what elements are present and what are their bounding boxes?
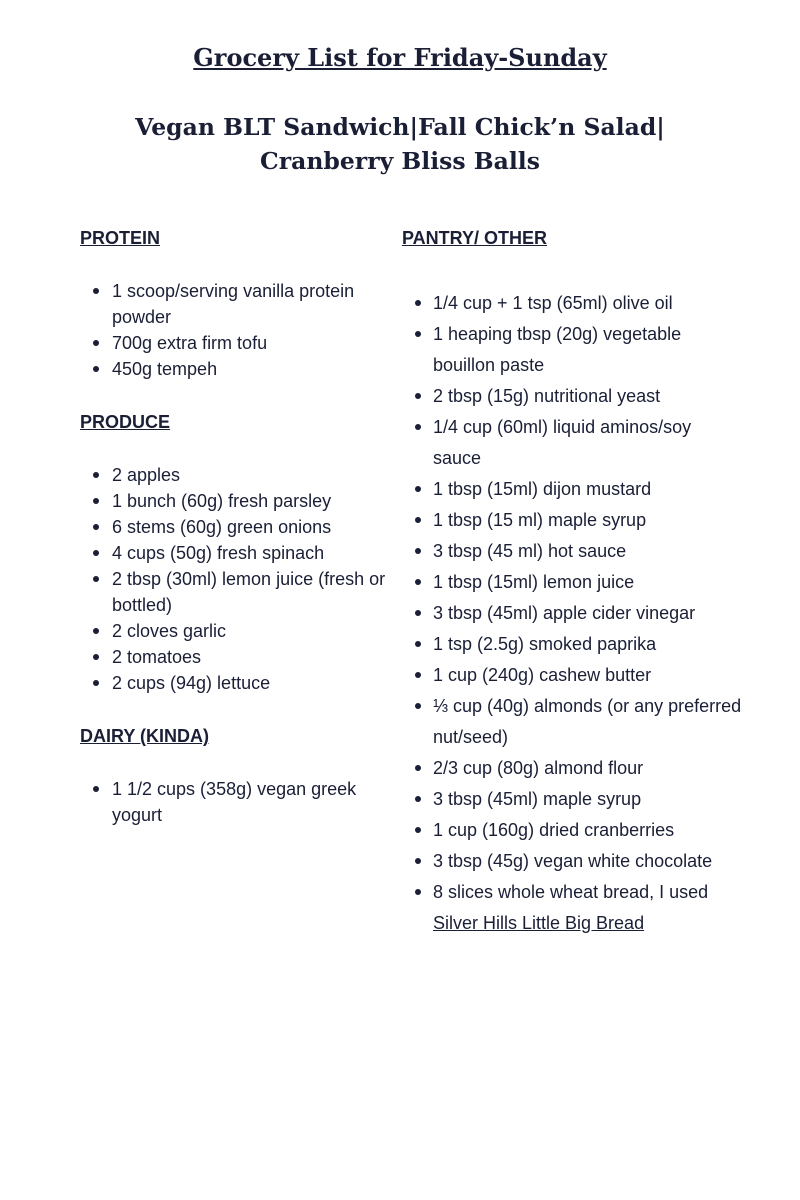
section-title-produce: PRODUCE bbox=[80, 412, 171, 432]
dairy-list bbox=[80, 776, 390, 828]
list-item: 6 stems (60g) green onions bbox=[80, 514, 390, 540]
list-item: 1/4 cup + 1 tsp (65ml) olive oil bbox=[402, 288, 742, 319]
list-item: 1 heaping tbsp (20g) vegetable bouillon paste bbox=[402, 319, 742, 381]
list-item: 1 bunch (60g) fresh parsley bbox=[80, 488, 390, 514]
list-item: 2 tbsp (15g) nutritional yeast bbox=[402, 381, 742, 412]
bread-product-link[interactable]: Silver Hills Little Big Bread bbox=[433, 913, 645, 933]
list-item: 2/3 cup (80g) almond flour bbox=[402, 753, 742, 784]
list-item: 1 tbsp (15ml) lemon juice bbox=[402, 567, 742, 598]
section-title-pantry: PANTRY/ OTHER bbox=[402, 228, 548, 248]
list-item: 1 1/2 cups (358g) vegan greek yogurt bbox=[80, 776, 390, 828]
protein-list bbox=[80, 278, 390, 382]
right-column bbox=[402, 226, 742, 939]
list-item: ⅓ cup (40g) almonds (or any preferred nut/seed) bbox=[402, 691, 742, 753]
list-item: 1 tsp (2.5g) smoked paprika bbox=[402, 629, 742, 660]
list-item: 2 tomatoes bbox=[80, 644, 390, 670]
list-item: 450g tempeh bbox=[80, 356, 390, 382]
list-item: 3 tbsp (45 ml) hot sauce bbox=[402, 536, 742, 567]
list-item: 2 cups (94g) lettuce bbox=[80, 670, 390, 696]
list-item: 2 cloves garlic bbox=[80, 618, 390, 644]
list-item-bread bbox=[402, 877, 742, 939]
page-subtitle: Vegan BLT Sandwich|Fall Chick’n Salad| Cranberry Bliss Balls bbox=[135, 113, 665, 175]
section-title-dairy: DAIRY (KINDA) bbox=[80, 726, 209, 746]
produce-list bbox=[80, 462, 390, 696]
list-item: 3 tbsp (45ml) apple cider vinegar bbox=[402, 598, 742, 629]
list-item: 1 cup (240g) cashew butter bbox=[402, 660, 742, 691]
list-item: 1 tbsp (15 ml) maple syrup bbox=[402, 505, 742, 536]
list-item: 3 tbsp (45g) vegan white chocolate bbox=[402, 846, 742, 877]
list-item: 1 tbsp (15ml) dijon mustard bbox=[402, 474, 742, 505]
list-item: 3 tbsp (45ml) maple syrup bbox=[402, 784, 742, 815]
list-item: 700g extra firm tofu bbox=[80, 330, 390, 356]
list-item: 2 apples bbox=[80, 462, 390, 488]
left-column bbox=[80, 226, 390, 856]
page-title: Grocery List for Friday-Sunday bbox=[193, 43, 607, 72]
list-item: 1/4 cup (60ml) liquid aminos/soy sauce bbox=[402, 412, 742, 474]
pantry-list bbox=[402, 288, 742, 939]
section-title-protein: PROTEIN bbox=[80, 228, 161, 248]
list-item: 1 scoop/serving vanilla protein powder bbox=[80, 278, 390, 330]
list-item: 4 cups (50g) fresh spinach bbox=[80, 540, 390, 566]
bread-item-text: 8 slices whole wheat bread, I used bbox=[433, 882, 709, 902]
list-item: 1 cup (160g) dried cranberries bbox=[402, 815, 742, 846]
list-item: 2 tbsp (30ml) lemon juice (fresh or bottled) bbox=[80, 566, 390, 618]
